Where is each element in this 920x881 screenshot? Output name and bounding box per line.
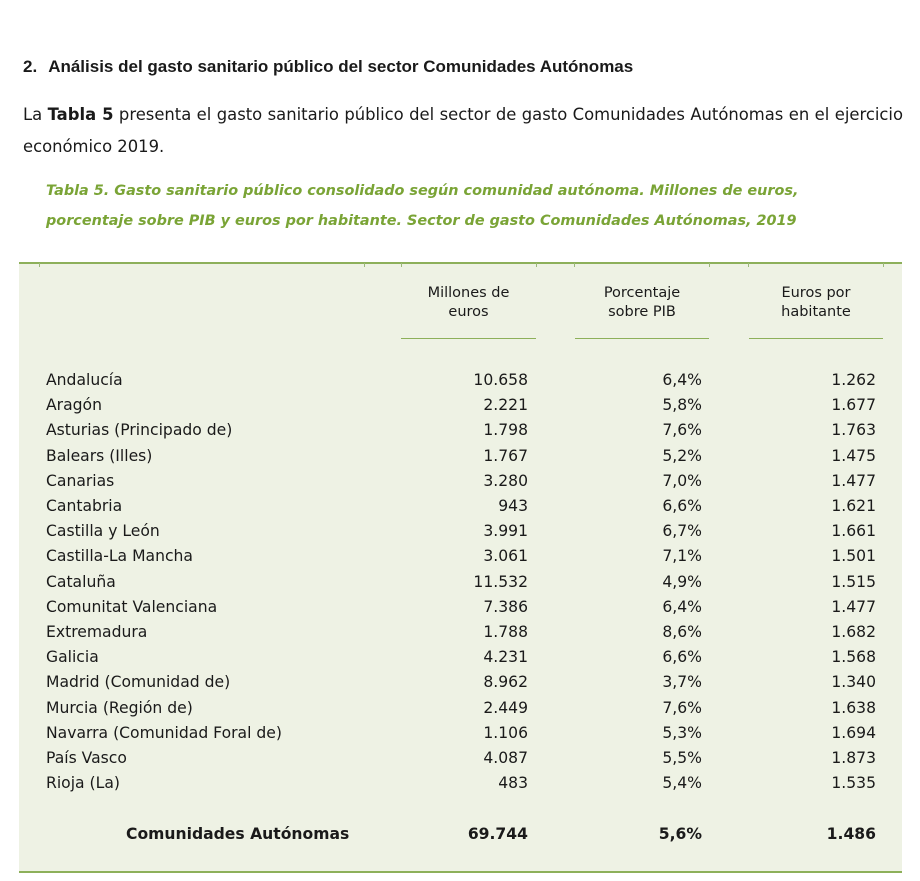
table-row bbox=[46, 774, 878, 799]
region-name: Galicia bbox=[46, 648, 99, 667]
region-name: Navarra (Comunidad Foral de) bbox=[46, 723, 282, 742]
table-row bbox=[46, 573, 878, 598]
pib-cell: 6,7% bbox=[662, 522, 702, 541]
caption-line-2: porcentaje sobre PIB y euros por habitante. Sector de gasto Comunidades Autónomas, 2019 bbox=[46, 213, 797, 229]
habitante-cell: 1.477 bbox=[831, 471, 876, 490]
habitante-cell: 1.763 bbox=[831, 421, 876, 440]
table-caption bbox=[46, 176, 886, 236]
region-name: Balears (Illes) bbox=[46, 446, 153, 465]
column-tick bbox=[709, 263, 710, 267]
habitante-cell: 1.535 bbox=[831, 774, 876, 793]
habitante-cell: 1.661 bbox=[831, 522, 876, 541]
table-row bbox=[46, 749, 878, 774]
habitante-cell: 1.262 bbox=[831, 371, 876, 389]
millones-cell: 8.962 bbox=[483, 673, 528, 692]
region-name: Canarias bbox=[46, 471, 115, 490]
pib-cell: 5,8% bbox=[662, 396, 702, 415]
pib-cell: 6,6% bbox=[662, 648, 702, 667]
millones-cell: 2.221 bbox=[483, 396, 528, 415]
paragraph-suffix: presenta el gasto sanitario público del sector de gasto Comunidades Autónomas en el ejercicio económico 2019. bbox=[23, 105, 903, 156]
column-header-millones: Millones de euros bbox=[427, 285, 510, 320]
pib-cell: 7,6% bbox=[662, 698, 702, 717]
millones-cell: 3.991 bbox=[483, 522, 528, 541]
millones-cell: 1.767 bbox=[483, 446, 528, 465]
total-millones: 69.744 bbox=[467, 825, 528, 843]
table-row bbox=[46, 699, 878, 724]
region-name: Rioja (La) bbox=[46, 774, 120, 793]
column-tick bbox=[574, 263, 575, 267]
region-name: Madrid (Comunidad de) bbox=[46, 673, 231, 692]
column-rule bbox=[749, 338, 883, 339]
column-rule bbox=[575, 338, 709, 339]
millones-cell: 1.106 bbox=[483, 723, 528, 742]
pib-cell: 5,2% bbox=[662, 446, 702, 465]
region-name: Murcia (Región de) bbox=[46, 698, 193, 717]
region-name: Cantabria bbox=[46, 497, 123, 515]
table-reference: Tabla 5 bbox=[47, 105, 114, 124]
pib-cell: 7,1% bbox=[662, 547, 702, 566]
region-name: Andalucía bbox=[46, 371, 123, 389]
column-tick bbox=[401, 263, 402, 267]
pib-cell: 5,5% bbox=[662, 749, 702, 767]
habitante-cell: 1.501 bbox=[831, 547, 876, 566]
pib-cell: 3,7% bbox=[662, 673, 702, 692]
table-row bbox=[46, 724, 878, 749]
table-row bbox=[46, 396, 878, 421]
habitante-cell: 1.515 bbox=[831, 572, 876, 591]
column-tick bbox=[748, 263, 749, 267]
column-rule bbox=[401, 338, 536, 339]
region-name: Aragón bbox=[46, 396, 102, 415]
region-name: Asturias (Principado de) bbox=[46, 421, 233, 440]
total-label: Comunidades Autónomas bbox=[126, 825, 350, 843]
region-name: Comunitat Valenciana bbox=[46, 597, 218, 616]
millones-cell: 3.061 bbox=[483, 547, 528, 566]
column-header-habitante: Euros por habitante bbox=[781, 285, 851, 320]
millones-cell: 943 bbox=[498, 497, 528, 515]
table-row bbox=[46, 648, 878, 673]
pib-cell: 7,6% bbox=[662, 421, 702, 440]
pib-cell: 7,0% bbox=[662, 471, 702, 490]
habitante-cell: 1.682 bbox=[831, 623, 876, 641]
pib-cell: 6,4% bbox=[662, 371, 702, 389]
region-name: Extremadura bbox=[46, 623, 148, 641]
habitante-cell: 1.638 bbox=[831, 698, 876, 717]
region-name: País Vasco bbox=[46, 749, 127, 767]
habitante-cell: 1.873 bbox=[831, 749, 876, 767]
table-row bbox=[46, 547, 878, 572]
total-pib: 5,6% bbox=[658, 825, 702, 843]
millones-cell: 1.798 bbox=[483, 421, 528, 440]
caption-line-1: Tabla 5. Gasto sanitario público consolidado según comunidad autónoma. Millones de euros, bbox=[46, 183, 799, 199]
table-row bbox=[46, 371, 878, 396]
millones-cell: 10.658 bbox=[473, 371, 528, 389]
intro-paragraph bbox=[23, 99, 903, 163]
table-row bbox=[46, 522, 878, 547]
pib-cell: 5,3% bbox=[662, 723, 702, 742]
table-row bbox=[46, 623, 878, 648]
section-heading bbox=[23, 57, 633, 77]
table-row bbox=[46, 472, 878, 497]
column-tick bbox=[364, 263, 365, 267]
column-tick bbox=[883, 263, 884, 267]
millones-cell: 2.449 bbox=[483, 698, 528, 717]
table-row bbox=[46, 673, 878, 698]
column-tick bbox=[39, 263, 40, 267]
table-row bbox=[46, 497, 878, 522]
habitante-cell: 1.477 bbox=[831, 597, 876, 616]
region-name: Castilla y León bbox=[46, 522, 160, 541]
millones-cell: 3.280 bbox=[483, 471, 528, 490]
habitante-cell: 1.340 bbox=[831, 673, 876, 692]
total-habitante: 1.486 bbox=[826, 825, 876, 843]
habitante-cell: 1.568 bbox=[831, 648, 876, 667]
pib-cell: 8,6% bbox=[662, 623, 702, 641]
pib-cell: 4,9% bbox=[662, 572, 702, 591]
millones-cell: 4.087 bbox=[483, 749, 528, 767]
table-row bbox=[46, 447, 878, 472]
pib-cell: 6,4% bbox=[662, 597, 702, 616]
millones-cell: 483 bbox=[498, 774, 528, 793]
table-row bbox=[46, 421, 878, 446]
pib-cell: 5,4% bbox=[662, 774, 702, 793]
table-row bbox=[46, 598, 878, 623]
habitante-cell: 1.621 bbox=[831, 497, 876, 515]
millones-cell: 1.788 bbox=[483, 623, 528, 641]
millones-cell: 7.386 bbox=[483, 597, 528, 616]
column-header-pib: Porcentaje sobre PIB bbox=[603, 285, 681, 320]
habitante-cell: 1.677 bbox=[831, 396, 876, 415]
region-name: Castilla-La Mancha bbox=[46, 547, 193, 566]
habitante-cell: 1.475 bbox=[831, 446, 876, 465]
habitante-cell: 1.694 bbox=[831, 723, 876, 742]
region-name: Cataluña bbox=[46, 572, 116, 591]
paragraph-prefix: La bbox=[23, 105, 48, 124]
column-tick bbox=[536, 263, 537, 267]
section-title: Análisis del gasto sanitario público del sector Comunidades Autónomas bbox=[48, 57, 634, 76]
pib-cell: 6,6% bbox=[662, 497, 702, 515]
millones-cell: 11.532 bbox=[473, 572, 528, 591]
section-number: 2. bbox=[23, 57, 38, 76]
millones-cell: 4.231 bbox=[483, 648, 528, 667]
